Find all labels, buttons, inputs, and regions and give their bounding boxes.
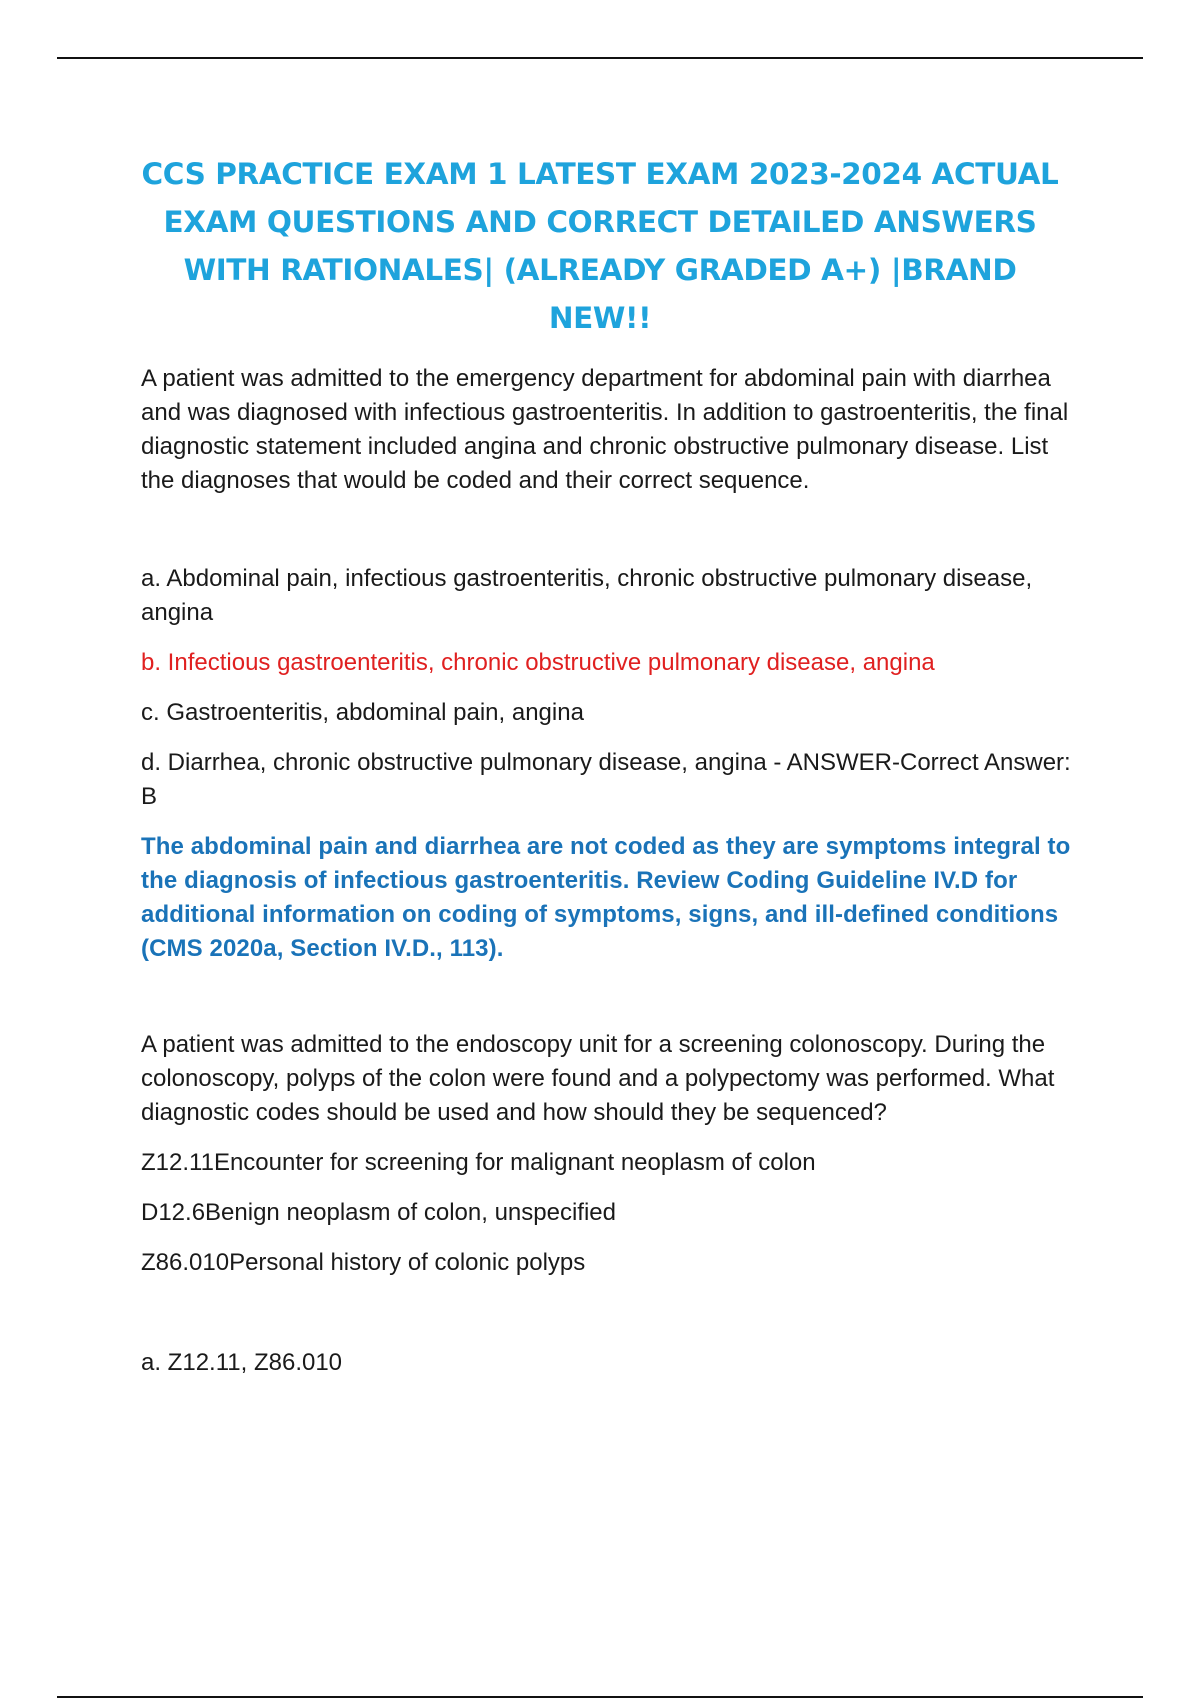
question-1 xyxy=(141,362,1081,966)
question-2-option-a: a. Z12.11, Z86.010 xyxy=(141,1349,343,1376)
question-1-text: A patient was admitted to the emergency department for abdominal pain with diarrhea and was diagnosed with infectious gastroenteritis. In addition to gastroenteritis, the final diagnostic statement included angina and chronic obstructive pulmonary disease. List the diagnoses that would be coded and their correct sequence. xyxy=(141,365,1069,494)
question-2-code-z86-010: Z86.010Personal history of colonic polyps xyxy=(141,1249,586,1276)
top-divider xyxy=(57,57,1143,59)
question-1-option-c: c. Gastroenteritis, abdominal pain, angina xyxy=(141,699,584,726)
document-body xyxy=(141,362,1081,1396)
question-2-code-d12-6: D12.6Benign neoplasm of colon, unspecified xyxy=(141,1199,616,1226)
question-1-option-d-answer: d. Diarrhea, chronic obstructive pulmonary disease, angina - ANSWER-Correct Answer: B xyxy=(141,749,1071,810)
question-2-text: A patient was admitted to the endoscopy unit for a screening colonoscopy. During the colonoscopy, polyps of the colon were found and a polypectomy was performed. What diagnostic codes should be used and how should they be sequenced? xyxy=(141,1031,1055,1126)
bottom-divider xyxy=(57,1696,1143,1698)
question-1-option-b-correct: b. Infectious gastroenteritis, chronic obstructive pulmonary disease, angina xyxy=(141,649,935,676)
question-2 xyxy=(141,1028,1081,1380)
document-title: CCS PRACTICE EXAM 1 LATEST EXAM 2023-2024 ACTUAL EXAM QUESTIONS AND CORRECT DETAILED ANSWERS WITH RATIONALES| (ALREADY GRADED A+) |BRAND NEW!! xyxy=(141,157,1059,335)
question-1-rationale: The abdominal pain and diarrhea are not coded as they are symptoms integral to the diagnosis of infectious gastroenteritis. Review Coding Guideline IV.D for additional information on coding of symptoms, signs, and ill-defined conditions (CMS 2020a, Section IV.D., 113). xyxy=(141,833,1071,962)
question-2-code-z12-11: Z12.11Encounter for screening for malignant neoplasm of colon xyxy=(141,1149,816,1176)
question-1-option-a: a. Abdominal pain, infectious gastroenteritis, chronic obstructive pulmonary disease, angina xyxy=(141,565,1033,626)
